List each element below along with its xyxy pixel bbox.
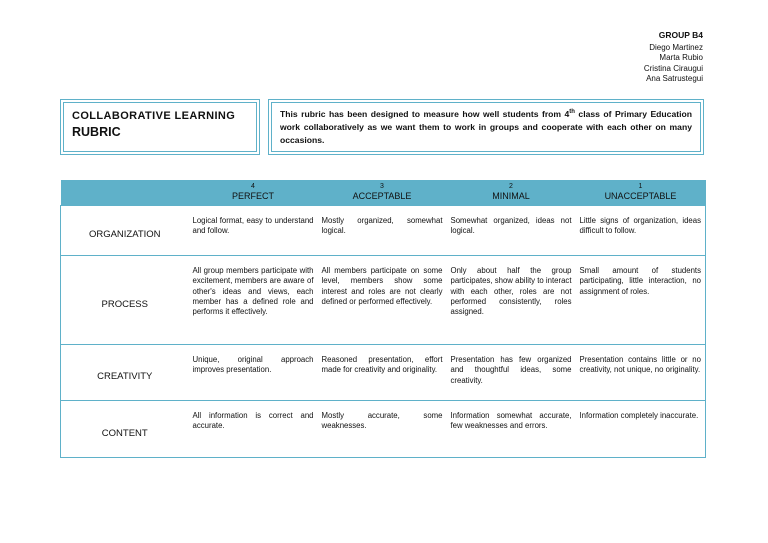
table-cell: Only about half the group participates, show ability to interact with each other, roles are not performed consistently, roles assigned. — [447, 256, 576, 345]
group-member: Marta Rubio — [659, 53, 703, 62]
rubric-table — [60, 180, 706, 458]
table-cell: Information somewhat accurate, few weaknesses and errors. — [447, 401, 576, 458]
level-header-4: 4 PERFECT — [189, 180, 318, 206]
table-cell: Reasoned presentation, effort made for creativity and originality. — [318, 345, 447, 401]
table-cell: Information completely inaccurate. — [576, 401, 706, 458]
table-cell: All group members participate with excitement, members are aware of other's ideas and views, each member has a defined role and performs it effectively. — [189, 256, 318, 345]
group-info — [644, 30, 703, 85]
table-row — [61, 401, 706, 458]
table-cell: Presentation contains little or no creativity, not unique, no originality. — [576, 345, 706, 401]
level-header-2: 2 MINIMAL — [447, 180, 576, 206]
level-header-3: 3 ACCEPTABLE — [318, 180, 447, 206]
table-cell: Somewhat organized, ideas not logical. — [447, 206, 576, 256]
criterion-organization: ORGANIZATION — [61, 206, 189, 256]
table-cell: Mostly accurate, some weaknesses. — [318, 401, 447, 458]
table-cell: Small amount of students participating, little interaction, no assignment of roles. — [576, 256, 706, 345]
table-cell: Mostly organized, somewhat logical. — [318, 206, 447, 256]
table-cell: Presentation has few organized and thoughtful ideas, some creativity. — [447, 345, 576, 401]
table-cell: All information is correct and accurate. — [189, 401, 318, 458]
description-box — [268, 99, 704, 155]
table-cell: Logical format, easy to understand and follow. — [189, 206, 318, 256]
table-cell: Little signs of organization, ideas difficult to follow. — [576, 206, 706, 256]
document-subtitle: RUBRIC — [72, 125, 121, 139]
level-header-1: 1 UNACCEPTABLE — [576, 180, 706, 206]
title-box — [60, 99, 260, 155]
table-row — [61, 256, 706, 345]
criterion-creativity: CREATIVITY — [61, 345, 189, 401]
criterion-content: CONTENT — [61, 401, 189, 458]
table-cell: All members participate on some level, members show some interest and roles are not clearly defined or performed effectively. — [318, 256, 447, 345]
group-member: Diego Martinez — [649, 42, 703, 52]
table-row — [61, 345, 706, 401]
table-row — [61, 206, 706, 256]
document-title: COLLABORATIVE LEARNING — [72, 110, 236, 122]
group-title: GROUP B4 — [658, 30, 703, 40]
description-text: This rubric has been designed to measure how well students from 4th class of Primary Education work collaboratively as we want them to work in groups and cooperate with each other on many occasions. — [271, 102, 701, 152]
rubric-header-row — [61, 180, 706, 206]
table-cell: Unique, original approach improves presentation. — [189, 345, 318, 401]
group-member: Ana Satrustegui — [646, 74, 703, 83]
header-empty-cell — [61, 180, 189, 206]
group-member: Cristina Ciraugui — [643, 63, 703, 73]
criterion-process: PROCESS — [61, 256, 189, 345]
